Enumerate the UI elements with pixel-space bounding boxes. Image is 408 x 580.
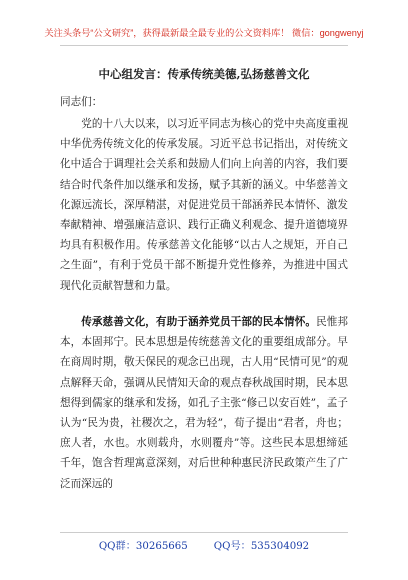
paragraph-body: 民惟邦本，本固邦宁。民本思想是传统慈善文化的重要组成部分。早在商周时期，敬天保民的观念已出现，古人用“民情可见”的观点解释天命，强调从民情知天命的观点春秋战国时期，民本思想得到儒家的继承和发扬，如孔子主张“修己以安百姓”，孟子认为“民为贵，社稷次之，君为轻”，荀子提出“君者，舟也；庶人者，水也。水则载舟，水则覆舟”等。这些民本思想缔延千年，饱含哲理寓意深刻，对后世种种惠民济民政策产生了广泛而深远的 (60, 316, 349, 490)
header-divider (60, 45, 348, 46)
footer-divider (60, 532, 348, 533)
document-title: 中心组发言：传承传统美德,弘扬慈善文化 (98, 67, 310, 81)
footer (0, 540, 408, 554)
paragraph-lead-sentence: 传承慈善文化，有助于涵养党员干部的民本情怀。 (81, 316, 317, 328)
salutation: 同志们： (60, 96, 103, 108)
paragraph-intro: 党的十八大以来，以习近平同志为核心的党中央高度重视中华优秀传统文化的传承发展。习近平总书记指出，对传统文化中适合于调理社会关系和鼓励人们向上向善的内容，我们要结合时代条件加以继承和发扬，赋予其新的涵义。中华慈善文化源远流长，深厚精湛，对促进党员干部涵养民本情怀、激发奉献精神、增强廉洁意识、践行正确义利观念、提升道德境界均具有积极作用。传承慈善文化能够“以古人之规矩，开自己之生面”，有利于党员干部不断提升党性修养，为推进中国式现代化贡献智慧和力量。 (60, 118, 348, 292)
paragraph-people-oriented (60, 312, 348, 494)
footer-qq-number: QQ号：535304092 (213, 541, 310, 552)
footer-qq-group: QQ群：30265665 (98, 541, 188, 552)
header-banner: 关注头条号“公文研究”，获得最新最全最专业的公文资料库！ 微信：gongwenyj (44, 28, 364, 38)
